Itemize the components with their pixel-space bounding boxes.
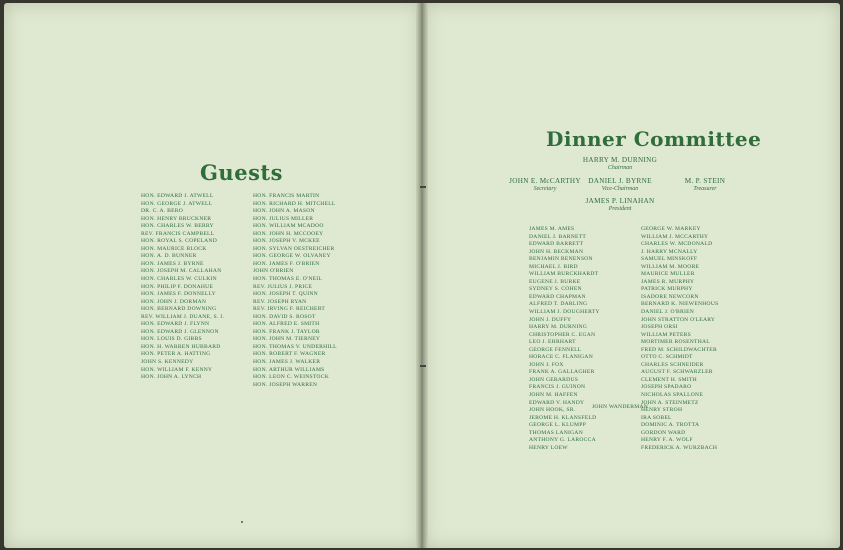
name-entry: JOHN O'BRIEN — [253, 268, 294, 275]
officer-chairman — [560, 156, 680, 171]
name-entry: JAMES R. MURPHY — [641, 278, 695, 285]
name-entry: FREDERICK A. WURZBACH — [641, 444, 718, 451]
name-entry: HON. THOMAS E. O'NEIL — [253, 276, 323, 283]
name-entry: HON. PHILIP F. DONAHUE — [141, 283, 214, 290]
name-entry: THOMAS LANIGAN — [529, 429, 583, 436]
name-entry: HON. JAMES F. DONNELLY — [141, 291, 216, 298]
name-entry: WILLIAM J. MCCARTHY — [641, 233, 709, 240]
name-entry: JOSEPH ORSI — [641, 324, 678, 331]
name-entry: HON. PETER A. HATTING — [141, 351, 211, 358]
name-entry: REV. JOSEPH RYAN — [253, 298, 307, 305]
name-entry: HENRY STROH — [641, 407, 683, 414]
name-entry: HON. WILLIAM MCADOO — [253, 223, 324, 230]
name-entry: REV. FRANCIS CAMPBELL — [141, 230, 215, 237]
name-entry: HON. JOHN J. DORMAN — [141, 298, 207, 305]
name-entry: JOHN H. BECKMAN — [529, 248, 584, 255]
name-entry: WILLIAM J. DOUGHERTY — [529, 309, 600, 316]
name-entry: HON. FRANK J. TAYLOR — [253, 328, 320, 335]
name-entry: HON. ROBERT F. WAGNER — [253, 351, 326, 358]
name-entry: HON. JOHN H. MCCOOEY — [253, 230, 324, 237]
name-entry: AUGUST F. SCHWARZLER — [641, 369, 713, 376]
name-entry: HON. LEON C. WEINSTOCK — [253, 374, 329, 381]
name-entry: HON. CHARLES W. CULKIN — [141, 276, 217, 283]
name-entry: HON. JOSEPH WARREN — [253, 381, 318, 388]
name-entry: HON. CHARLES W. BERRY — [141, 223, 214, 230]
name-entry: CHARLES SCHNEIDER — [641, 361, 704, 368]
name-entry: JOHN J. FOX — [529, 361, 564, 368]
name-entry: ALFRED T. DARLING — [529, 301, 588, 308]
name-entry: MORTIMER ROSENTHAL — [641, 339, 710, 346]
name-entry: HON. THOMAS V. UNDERHILL — [253, 343, 337, 350]
name-entry: HON. JAMES J. BYRNE — [141, 260, 204, 267]
name-entry: HON. JAMES J. WALKER — [253, 359, 321, 366]
name-entry: HON. EDWARD J. GLENNON — [141, 328, 219, 335]
name-entry: GEORGE FENNELL — [529, 346, 582, 353]
name-entry: HENRY LOEW — [529, 444, 568, 451]
name-entry: HENRY F. A. WOLF — [641, 437, 693, 444]
officer-president — [560, 197, 680, 212]
name-entry: ISADORE NEWCORN — [641, 293, 699, 300]
name-entry: GEORGE L. KLUMPP — [529, 422, 586, 429]
book-gutter — [416, 3, 428, 548]
name-entry: DANIEL J. O'BRIEN — [641, 309, 695, 316]
name-entry: HON. EDWARD J. ATWELL — [141, 193, 214, 199]
binding-staple-top — [420, 186, 426, 188]
officer-name: HARRY M. DURNING — [582, 156, 658, 164]
name-entry: NICHOLAS SPALLONE — [641, 392, 704, 399]
committee-column-1 — [529, 226, 600, 452]
name-entry: JOSEPH SPADARO — [641, 384, 692, 391]
binding-staple-bottom — [420, 365, 426, 367]
name-entry: HON. A. D. BUNNER — [141, 253, 197, 260]
name-entry: HON. JAMES F. O'BRIEN — [253, 260, 320, 267]
name-entry: WILLIAM PETERS — [641, 331, 691, 338]
name-entry: EDWARD CHAPMAN — [529, 293, 586, 300]
name-entry: HON. EDWARD J. FLYNN — [141, 321, 210, 328]
officer-name: M. P. STEIN — [684, 177, 726, 185]
name-entry: CLEMENT H. SMITH — [641, 376, 697, 383]
name-entry: HON. JOHN A. MASON — [253, 208, 315, 215]
name-entry: SAMUEL MINSKOFF — [641, 256, 698, 263]
name-entry: CHARLES W. MCDONALD — [641, 241, 713, 248]
guests-column-2 — [253, 193, 337, 389]
officer-vice-chairman — [575, 177, 665, 192]
officer-role: Treasurer — [693, 186, 717, 192]
name-entry: DR. C. A. BERO — [141, 208, 184, 215]
name-entry: HON. GEORGE J. ATWELL — [141, 200, 213, 207]
name-entry: JOHN M. HAFFEN — [529, 392, 578, 399]
name-entry: DOMINIC A. TROTTA — [641, 422, 700, 429]
name-entry: JAMES M. AMES — [529, 226, 575, 232]
name-entry: MICHAEL J. BIRD — [529, 263, 578, 270]
name-entry: REV. JULIUS J. PRICE — [253, 283, 313, 290]
page-speck — [241, 521, 243, 523]
name-entry: EDWARD V. HANDY — [529, 399, 585, 406]
name-entry: HON. ARTHUR WILLIAMS — [253, 366, 325, 373]
officer-role: Chairman — [607, 165, 633, 171]
officer-treasurer — [660, 177, 750, 192]
name-entry: HON. SYLVAN OESTREICHER — [253, 245, 335, 252]
name-entry: J. HARRY MCNALLY — [641, 248, 698, 255]
officer-name: DANIEL J. BYRNE — [588, 177, 652, 185]
name-entry: CHRISTOPHER C. EGAN — [529, 331, 596, 338]
name-entry: REV. IRVING F. REICHERT — [253, 306, 326, 313]
name-entry: BENJAMIN BENENSON — [529, 256, 593, 263]
name-entry: ANTHONY G. LAROCCA — [529, 437, 596, 444]
name-entry: HON. ROYAL S. COPELAND — [141, 238, 217, 245]
name-entry: JOHN S. KENNEDY — [141, 359, 194, 366]
name-entry: JOHN GERARDUS — [529, 376, 579, 383]
name-entry: FRED M. SCHILDWACHTER — [641, 346, 717, 353]
name-entry: WILLIAM BURCKHARDT — [529, 271, 599, 278]
name-entry: HON. JOHN A. LYNCH — [141, 374, 202, 381]
name-entry: WILLIAM M. MOORE — [641, 263, 700, 270]
guests-title: Guests — [200, 160, 283, 185]
name-entry: HON. MAURICE BLOCK — [141, 245, 207, 252]
name-entry: HON. DAVID S. ROSOT — [253, 313, 316, 320]
name-entry: HON. JOHN M. TIERNEY — [253, 336, 321, 343]
name-entry: HON. JOSEPH V. MCKEE — [253, 238, 320, 245]
name-entry: BERNARD K. NIEWENHOUS — [641, 301, 719, 308]
name-entry: HON. H. WARREN HUBBARD — [141, 343, 221, 350]
officer-name: JAMES P. LINAHAN — [585, 197, 655, 205]
officer-role: Vice-Chairman — [601, 186, 639, 192]
name-entry: JOHN HOOK, SR. — [529, 407, 576, 414]
name-entry: HON. GEORGE W. OLVANEY — [253, 253, 331, 260]
name-entry: HON. FRANCIS MARTIN — [253, 193, 320, 199]
name-entry: SYDNEY S. COHEN — [529, 286, 582, 293]
name-entry: HON. JULIUS MILLER — [253, 215, 314, 222]
name-entry: REV. WILLIAM J. DUANE, S. J. — [141, 313, 225, 320]
committee-last-member: JOHN WANDERMAN — [592, 404, 649, 410]
name-entry: DANIEL J. BARNETT — [529, 233, 587, 240]
name-entry: IRA SOBEL — [641, 414, 672, 421]
name-entry: HON. JOSEPH T. QUINN — [253, 291, 318, 298]
officer-role: President — [608, 206, 632, 212]
name-entry: HON. WILLIAM F. KENNY — [141, 366, 213, 373]
name-entry: JOHN J. DUFFY — [529, 316, 572, 323]
name-entry: GEORGE W. MARKEY — [641, 226, 701, 232]
right-page — [424, 3, 840, 548]
name-entry: FRANK A. GALLAGHER — [529, 369, 595, 376]
name-entry: MAURICE MULLER — [641, 271, 695, 278]
name-entry: JEROME H. KLANSFELD — [529, 414, 597, 421]
officer-name: JOHN E. McCARTHY — [509, 177, 581, 185]
name-entry: LEO J. EHRHART — [529, 339, 576, 346]
name-entry: HON. ALFRED E. SMITH — [253, 321, 320, 328]
name-entry: HARRY M. DURNING — [529, 324, 588, 331]
name-entry: FRANCIS J. GUINON — [529, 384, 586, 391]
name-entry: HON. HENRY BRUCKNER — [141, 215, 212, 222]
name-entry: HON. RICHARD H. MITCHELL — [253, 200, 336, 207]
name-entry: HON. LOUIS D. GIBBS — [141, 336, 202, 343]
name-entry: HORACE C. FLANIGAN — [529, 354, 594, 361]
name-entry: HON. BERNARD DOWNING — [141, 306, 217, 313]
guests-column-1 — [141, 193, 224, 382]
dinner-committee-title: Dinner Committee — [546, 127, 762, 151]
name-entry: JOHN A. STEINMETZ — [641, 399, 699, 406]
name-entry: GORDON WARD — [641, 429, 686, 436]
name-entry: OTTO C. SCHMIDT — [641, 354, 693, 361]
name-entry: JOHN STRATTON O'LEARY — [641, 316, 716, 323]
name-entry: HON. JOSEPH M. CALLAHAN — [141, 268, 222, 275]
name-entry: PATRICK MURPHY — [641, 286, 693, 293]
officer-role: Secretary — [533, 186, 557, 192]
name-entry: EUGENE J. BURKE — [529, 278, 581, 285]
committee-column-2 — [641, 226, 719, 452]
name-entry: EDWARD BARRETT — [529, 241, 584, 248]
